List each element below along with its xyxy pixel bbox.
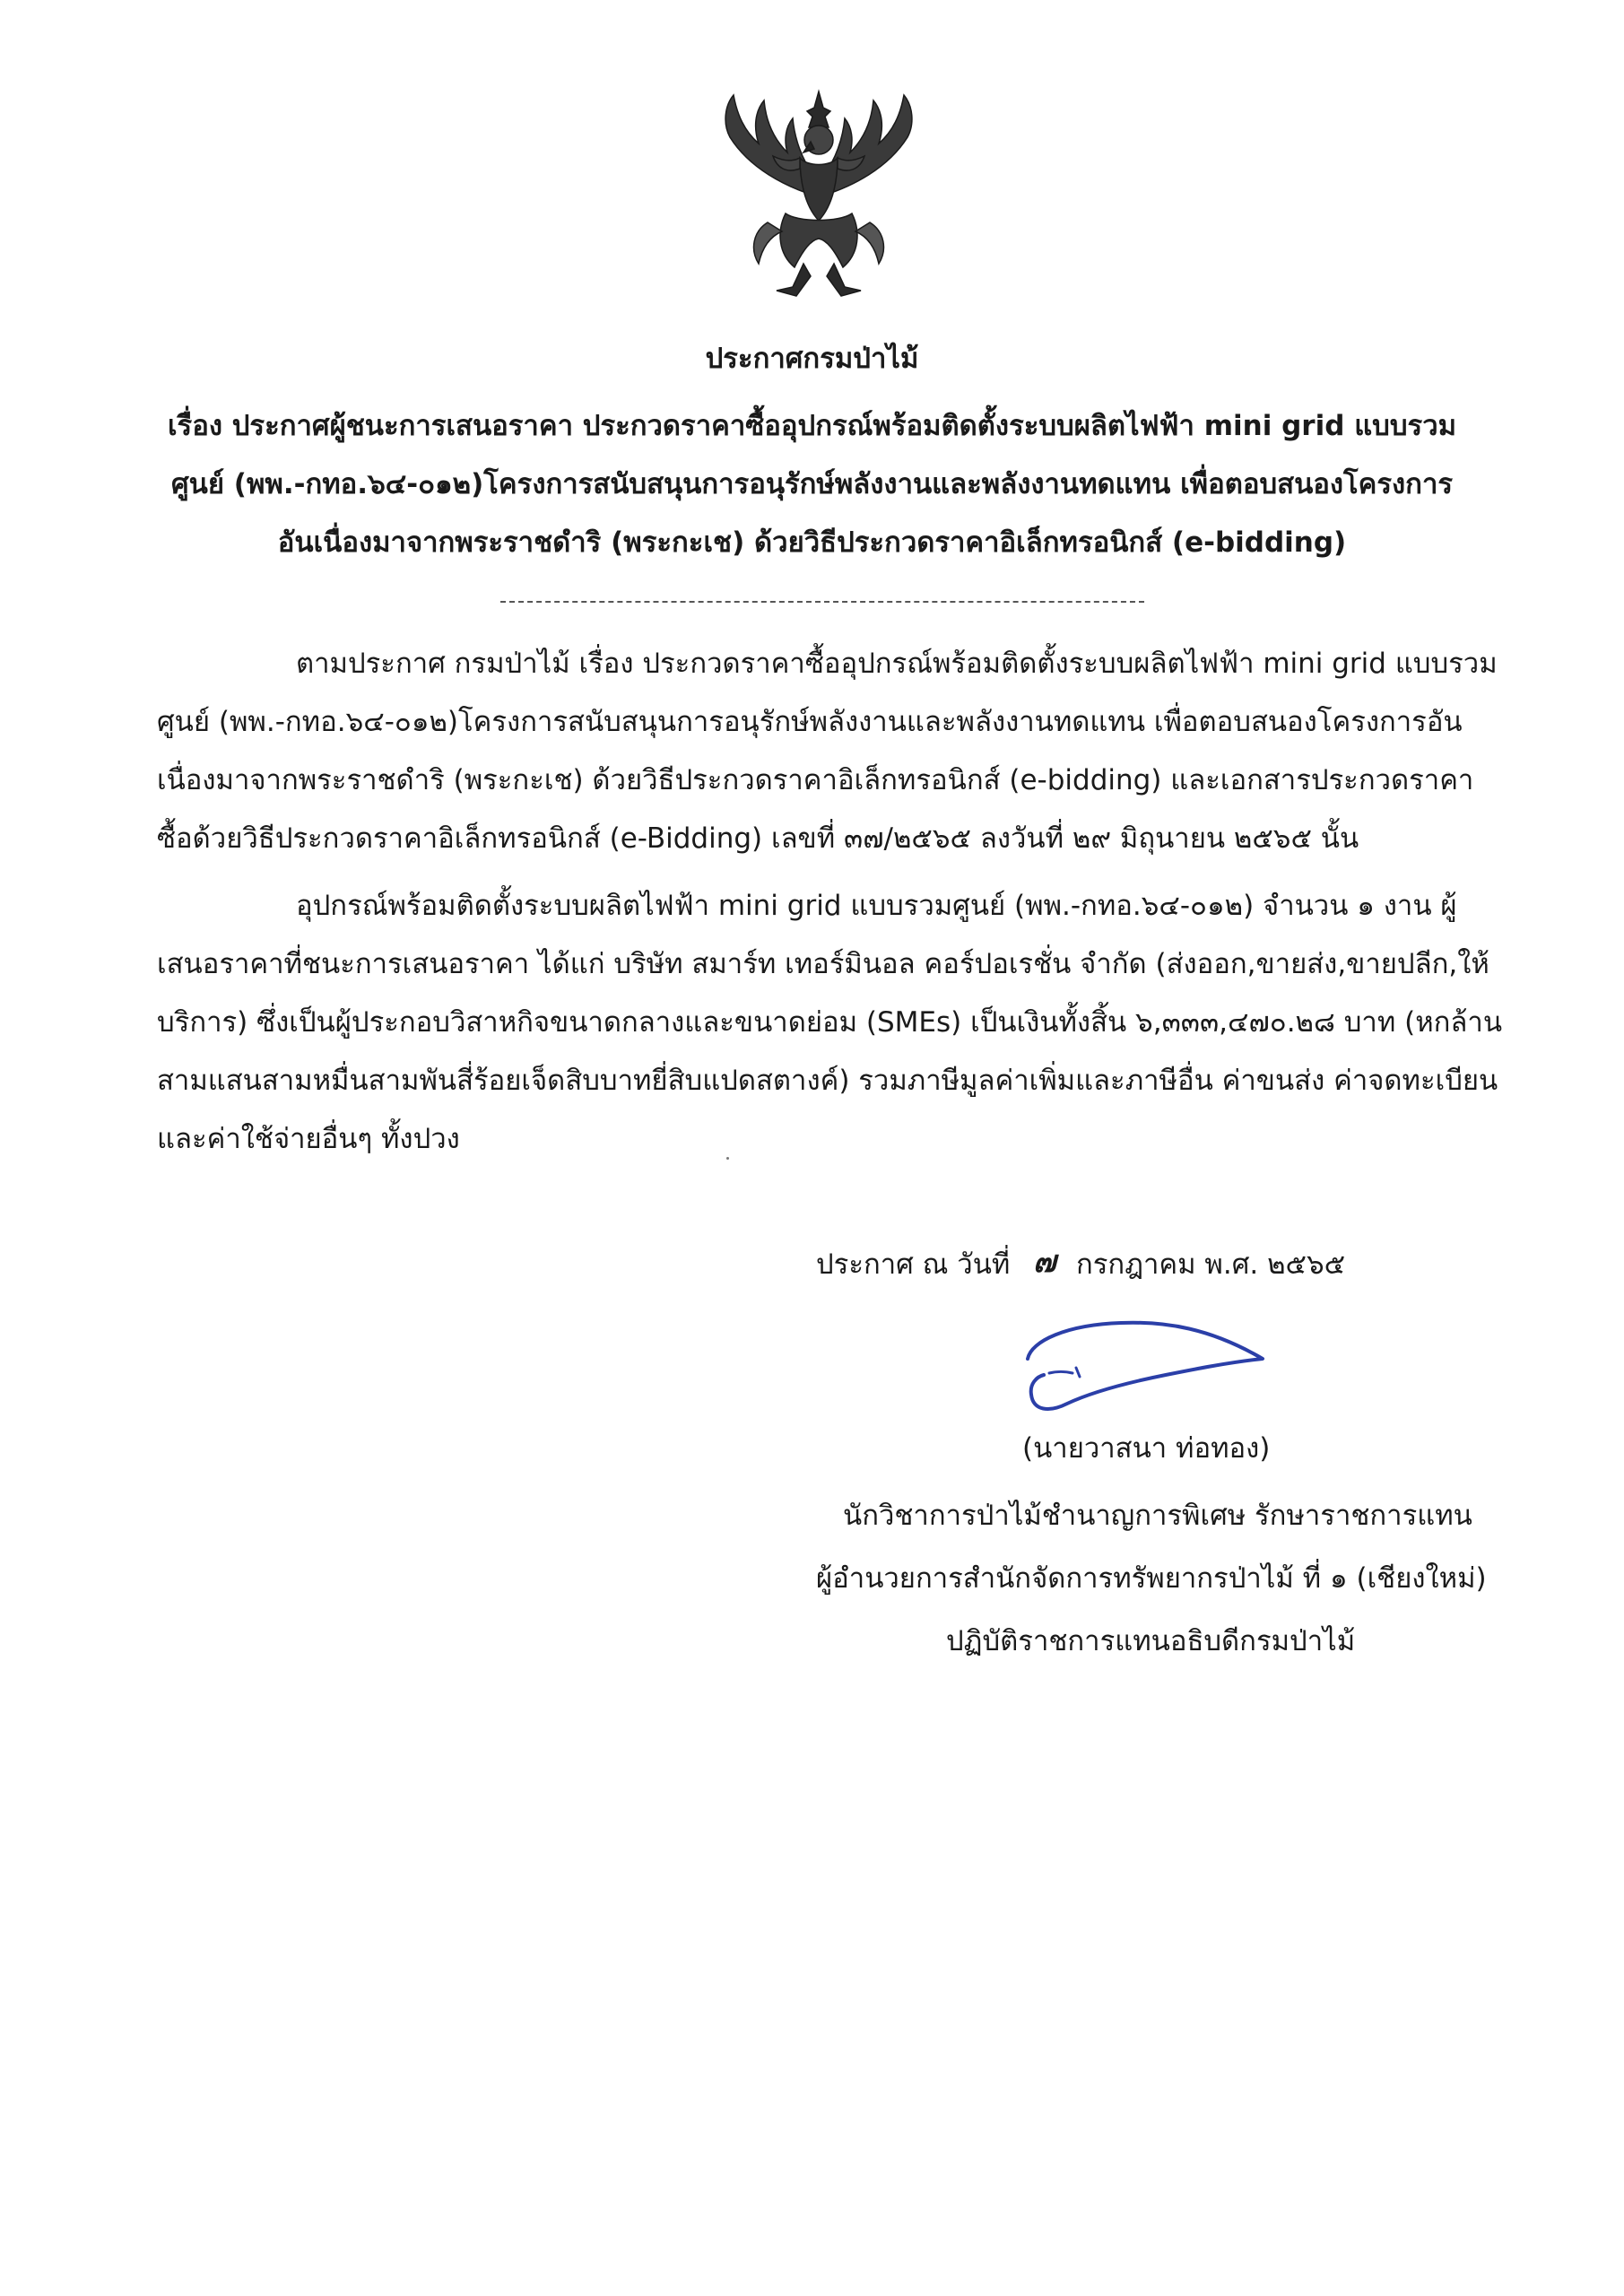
para2-line-5: และค่าใช้จ่ายอื่นๆ ทั้งปวง <box>157 1123 460 1155</box>
document-subject-line-2: ศูนย์ (พพ.-กทอ.๖๔-๐๑๒)โครงการสนับสนุนการอนุรักษ์พลังงานและพลังงานทดแทน เพื่อตอบสนองโครงการ <box>170 468 1454 500</box>
para1-line-1: ตามประกาศ กรมป่าไม้ เรื่อง ประกวดราคาซื้ออุปกรณ์พร้อมติดตั้งระบบผลิตไฟฟ้า mini grid แบบรวม <box>296 648 1498 680</box>
para2-line-2: เสนอราคาที่ชนะการเสนอราคา ได้แก่ บริษัท สมาร์ท เทอร์มินอล คอร์ปอเรชั่น จำกัด (ส่งออก,ขายส่ง,ขายปลีก,ให้ <box>157 948 1489 980</box>
dated-day: ๗ <box>1033 1244 1056 1280</box>
para2-line-4: สามแสนสามหมื่นสามพันสี่ร้อยเจ็ดสิบบาทยี่สิบแปดสตางค์) รวมภาษีมูลค่าเพิ่มและภาษีอื่น ค่าขนส่ง ค่าจดทะเบียน <box>157 1065 1498 1097</box>
document-subject-line-1: เรื่อง ประกาศผู้ชนะการเสนอราคา ประกวดราคาซื้ออุปกรณ์พร้อมติดตั้งระบบผลิตไฟฟ้า mini grid แบบรวม <box>167 410 1457 442</box>
signatory-position-1: นักวิชาการป่าไม้ชำนาญการพิเศษ รักษาราชการแทน <box>843 1500 1472 1532</box>
document-agency-title: ประกาศกรมป่าไม้ <box>705 343 919 375</box>
title-divider <box>500 601 1144 603</box>
signatory-name: (นายวาสนา ท่อทอง) <box>1022 1432 1271 1465</box>
document-subject-line-3: อันเนื่องมาจากพระราชดำริ (พระกะเช) ด้วยวิธีประกวดราคาอิเล็กทรอนิกส์ (e-bidding) <box>277 526 1347 559</box>
signature-mark <box>1013 1305 1282 1431</box>
para1-line-4: ซื้อด้วยวิธีประกวดราคาอิเล็กทรอนิกส์ (e-Bidding) เลขที่ ๓๗/๒๕๖๕ ลงวันที่ ๒๙ มิถุนายน ๒๕๖๕ นั้น <box>157 822 1359 855</box>
para2-line-1: อุปกรณ์พร้อมติดตั้งระบบผลิตไฟฟ้า mini grid แบบรวมศูนย์ (พพ.-กทอ.๖๔-๐๑๒) จำนวน ๑ งาน ผู้ <box>296 890 1457 922</box>
para1-line-3: เนื่องมาจากพระราชดำริ (พระกะเช) ด้วยวิธีประกวดราคาอิเล็กทรอนิกส์ (e-bidding) และเอกสารประกวดราคา <box>157 764 1474 796</box>
para1-line-2: ศูนย์ (พพ.-กทอ.๖๔-๐๑๒)โครงการสนับสนุนการอนุรักษ์พลังงานและพลังงานทดแทน เพื่อตอบสนองโครงการอัน <box>157 706 1463 738</box>
dated-prefix: ประกาศ ณ วันที่ <box>816 1248 1011 1281</box>
para2-line-3: บริการ) ซึ่งเป็นผู้ประกอบวิสาหกิจขนาดกลางและขนาดย่อม (SMEs) เป็นเงินทั้งสิ้น ๖,๓๓๓,๔๗๐.๒๘ บาท (หกล้าน <box>157 1006 1503 1039</box>
garuda-emblem <box>714 88 924 300</box>
scan-speck <box>726 1157 729 1160</box>
signatory-position-2: ผู้อำนวยการสำนักจัดการทรัพยากรป่าไม้ ที่ ๑ (เชียงใหม่) <box>816 1562 1487 1595</box>
dated-month-year: กรกฎาคม พ.ศ. ๒๕๖๕ <box>1076 1248 1346 1281</box>
signatory-position-3: ปฏิบัติราชการแทนอธิบดีกรมป่าไม้ <box>946 1625 1356 1657</box>
